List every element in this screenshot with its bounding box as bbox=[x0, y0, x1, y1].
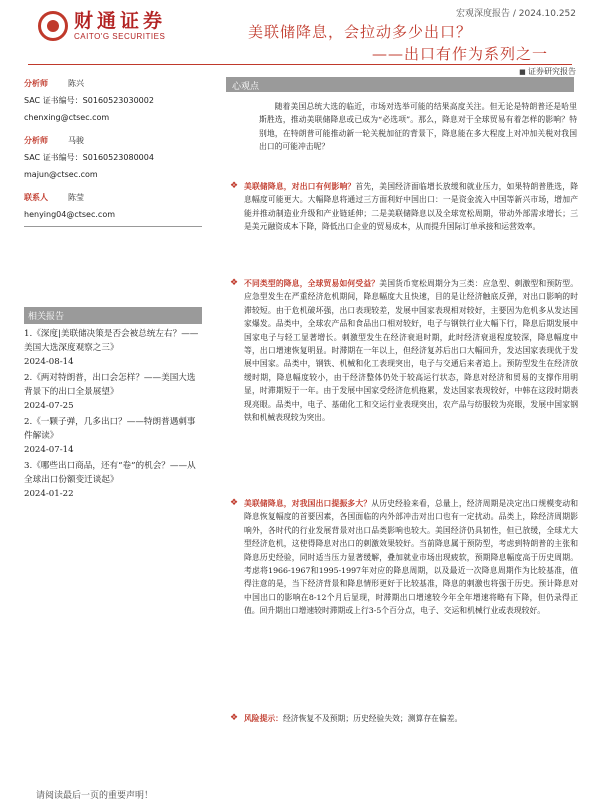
diamond-bullet-icon: ❖ bbox=[230, 181, 239, 191]
related-reports-list bbox=[24, 327, 202, 501]
related-report-item[interactable] bbox=[24, 327, 202, 369]
footer-disclaimer: 请阅读最后一页的重要声明！ bbox=[36, 791, 154, 801]
related-report-date: 2024-01-22 bbox=[24, 489, 74, 499]
analyst-cert: SAC 证书编号：S0160523080004 bbox=[24, 153, 154, 162]
report-header bbox=[0, 0, 600, 76]
report-meta: 宏观深度报告 / 2024.10.252 bbox=[455, 9, 576, 19]
diamond-bullet-icon: ❖ bbox=[230, 713, 239, 723]
related-report-date: 2024-07-25 bbox=[24, 401, 74, 411]
related-report-item[interactable] bbox=[24, 371, 202, 413]
department-label: ■ 证券研究报告 bbox=[519, 66, 576, 77]
related-reports-header: 相关报告 bbox=[24, 307, 202, 324]
analyst-role: 分析师 bbox=[24, 136, 48, 145]
analyst-cert: SAC 证书编号：S0160523030002 bbox=[24, 96, 154, 105]
risk-block bbox=[230, 712, 578, 725]
point-block-2 bbox=[230, 277, 578, 424]
report-subtitle: ——出口有作为系列之一 bbox=[372, 45, 549, 63]
point-heading: 不同类型的降息，全球贸易如何受益？ bbox=[244, 279, 380, 288]
report-title: 美联储降息，会拉动多少出口？ bbox=[248, 23, 473, 41]
company-logo bbox=[38, 10, 166, 41]
diamond-bullet-icon: ❖ bbox=[230, 278, 239, 288]
analyst-role: 分析师 bbox=[24, 79, 48, 88]
point-body: 首先，美国经济面临增长放缓和就业压力，如果特朗普胜选，降息幅度可能更大。大幅降息将通过三方面利好中国出口：一是资金流入中国等新兴市场，增加产能并推动制造业升级和产业链延伸；二是美联储降息以及全球宽松周期，带动外部需求增长；三是美元融资成本下降，降低出口企业的贸易成本，从而提升国际订单承接和运营效率。 bbox=[244, 182, 579, 232]
related-report-title: 3.《哪些出口商品，还有“卷”的机会？——从全球出口份额变迁谈起》 bbox=[24, 461, 196, 485]
analyst-email[interactable]: chenxing@ctsec.com bbox=[24, 113, 110, 122]
sidebar bbox=[24, 72, 214, 503]
point-block-1 bbox=[230, 180, 578, 234]
analyst-block bbox=[24, 78, 202, 227]
related-report-date: 2024-08-14 bbox=[24, 357, 74, 367]
diamond-bullet-icon: ❖ bbox=[230, 498, 239, 508]
point-body: 从历史经验来看，总量上，经济周期是决定出口规模变动和降息恢复幅度的首要因素，各国面临的内外部冲击对出口也有一定扰动。品类上，除经济周期影响外，各时代的行业发展背景对出口品类影响也较大。美国经济仍具韧性，但已放缓，全球尤大型经济危机，这使得降息对出口的刺激效果较好。当前降息属于预防型，考虑到特朗普的主张和降息历史经验，同时适当压力显著缓解，叠加就业市场出现疲软，预期降息幅度高于历史周期。考虑将1966-1967和1995-1997年对应的降息周期，以及最近一次降息周期作为比较基准，值得注意的是，当下经济背景和降息情形更好于比较基准，降息的刺激也将强于历史。预计降息对中国出口的影响在8-12个月后显现，时滞期出口增速较今年全年增速将略有下降，但仍录得正值。回升期出口增速较时滞期或上行3-5个百分点，电子、交运和机械行业或表现较好。 bbox=[244, 499, 578, 616]
analyst-name: 马骏 bbox=[68, 136, 84, 145]
related-report-item[interactable] bbox=[24, 459, 202, 501]
related-report-title: 2.《两对特朗普，出口会怎样？——美国大选背景下的出口全景展望》 bbox=[24, 373, 196, 397]
header-rule bbox=[28, 64, 572, 65]
logo-en: CAITO'G SECURITIES bbox=[74, 32, 166, 41]
core-views-header-wrap bbox=[226, 77, 576, 92]
intro-paragraph: 随着美国总统大选的临近，市场对选举可能的结果高度关注。但无论是特朗普还是哈里斯胜选，推动美联储降息或已成为“必选项”。那么，降息对于全球贸易有着怎样的影响？特别地，在特朗普可能推动新一轮关税加征的背景下，降息能在多大程度上对冲加关税对我国出口的可能冲击呢？ bbox=[259, 102, 577, 152]
logo-cn: 财通证券 bbox=[74, 10, 167, 32]
point-body: 美国货币宽松周期分为三类：应急型、刺激型和预防型。应急型发生在严重经济危机期间，降息幅度大且快速，目的是让经济触底反弹，对出口影响的时滞较短。由于危机破坏强，出口表现较差，发展中国家表现相对较好，主要因为危机多从发达国家爆发。品类中，全球农产品和食品出口相对较好，电子与钢铁行业大幅下行，降息后期发展中国家电子与轻工显著增长。刺激型发生在经济衰退时期，此时经济衰退程度较深，降息幅度中等，出口增速恢复明显。时滞期在一年以上，但经济复苏后出口大幅回升，发达国家表现优于发展中国家。品类中，钢铁、机械和化工表现突出，电子与交通后来者追上。预防型发生在经济放缓时期，降息幅度较小，由于经济整体仍处于较高运行状态，降息对经济和贸易的支撑作用明显，时滞期短于一年。由于发展中国家受经济危机拖累，发达国家表现较好，中韩在这段时期表现亮眼。品类中，电子、基础化工和交运行业表现突出，农产品与纺服较为亮眼，发展中国家钢铁和机械表现较为突出。 bbox=[244, 279, 579, 423]
related-report-title: 1.《深度|美联储决策是否会被总统左右？——美国大选深度观察之三》 bbox=[24, 329, 199, 353]
core-views-header: 心观点 bbox=[226, 77, 574, 92]
analyst-email[interactable]: henying04@ctsec.com bbox=[24, 210, 115, 219]
analyst-name: 陈莹 bbox=[68, 193, 84, 202]
related-report-date: 2024-07-14 bbox=[24, 445, 74, 455]
point-heading: 美联储降息，对我国出口提振多大？ bbox=[244, 499, 372, 508]
point-heading: 美联储降息，对出口有何影响？ bbox=[244, 182, 356, 191]
related-report-item[interactable] bbox=[24, 415, 202, 457]
risk-body: 经济恢复不及预期；历史经验失效；测算存在偏差。 bbox=[282, 714, 463, 723]
risk-heading: 风险提示： bbox=[244, 714, 283, 723]
logo-mark-icon bbox=[38, 11, 68, 41]
analyst-email[interactable]: majun@ctsec.com bbox=[24, 170, 98, 179]
point-block-3 bbox=[230, 497, 578, 618]
analyst-role: 联系人 bbox=[24, 193, 48, 202]
related-report-title: 2.《一颗子弹，几多出口？——特朗普遇刺事件解读》 bbox=[24, 417, 196, 441]
analyst-name: 陈兴 bbox=[68, 79, 84, 88]
